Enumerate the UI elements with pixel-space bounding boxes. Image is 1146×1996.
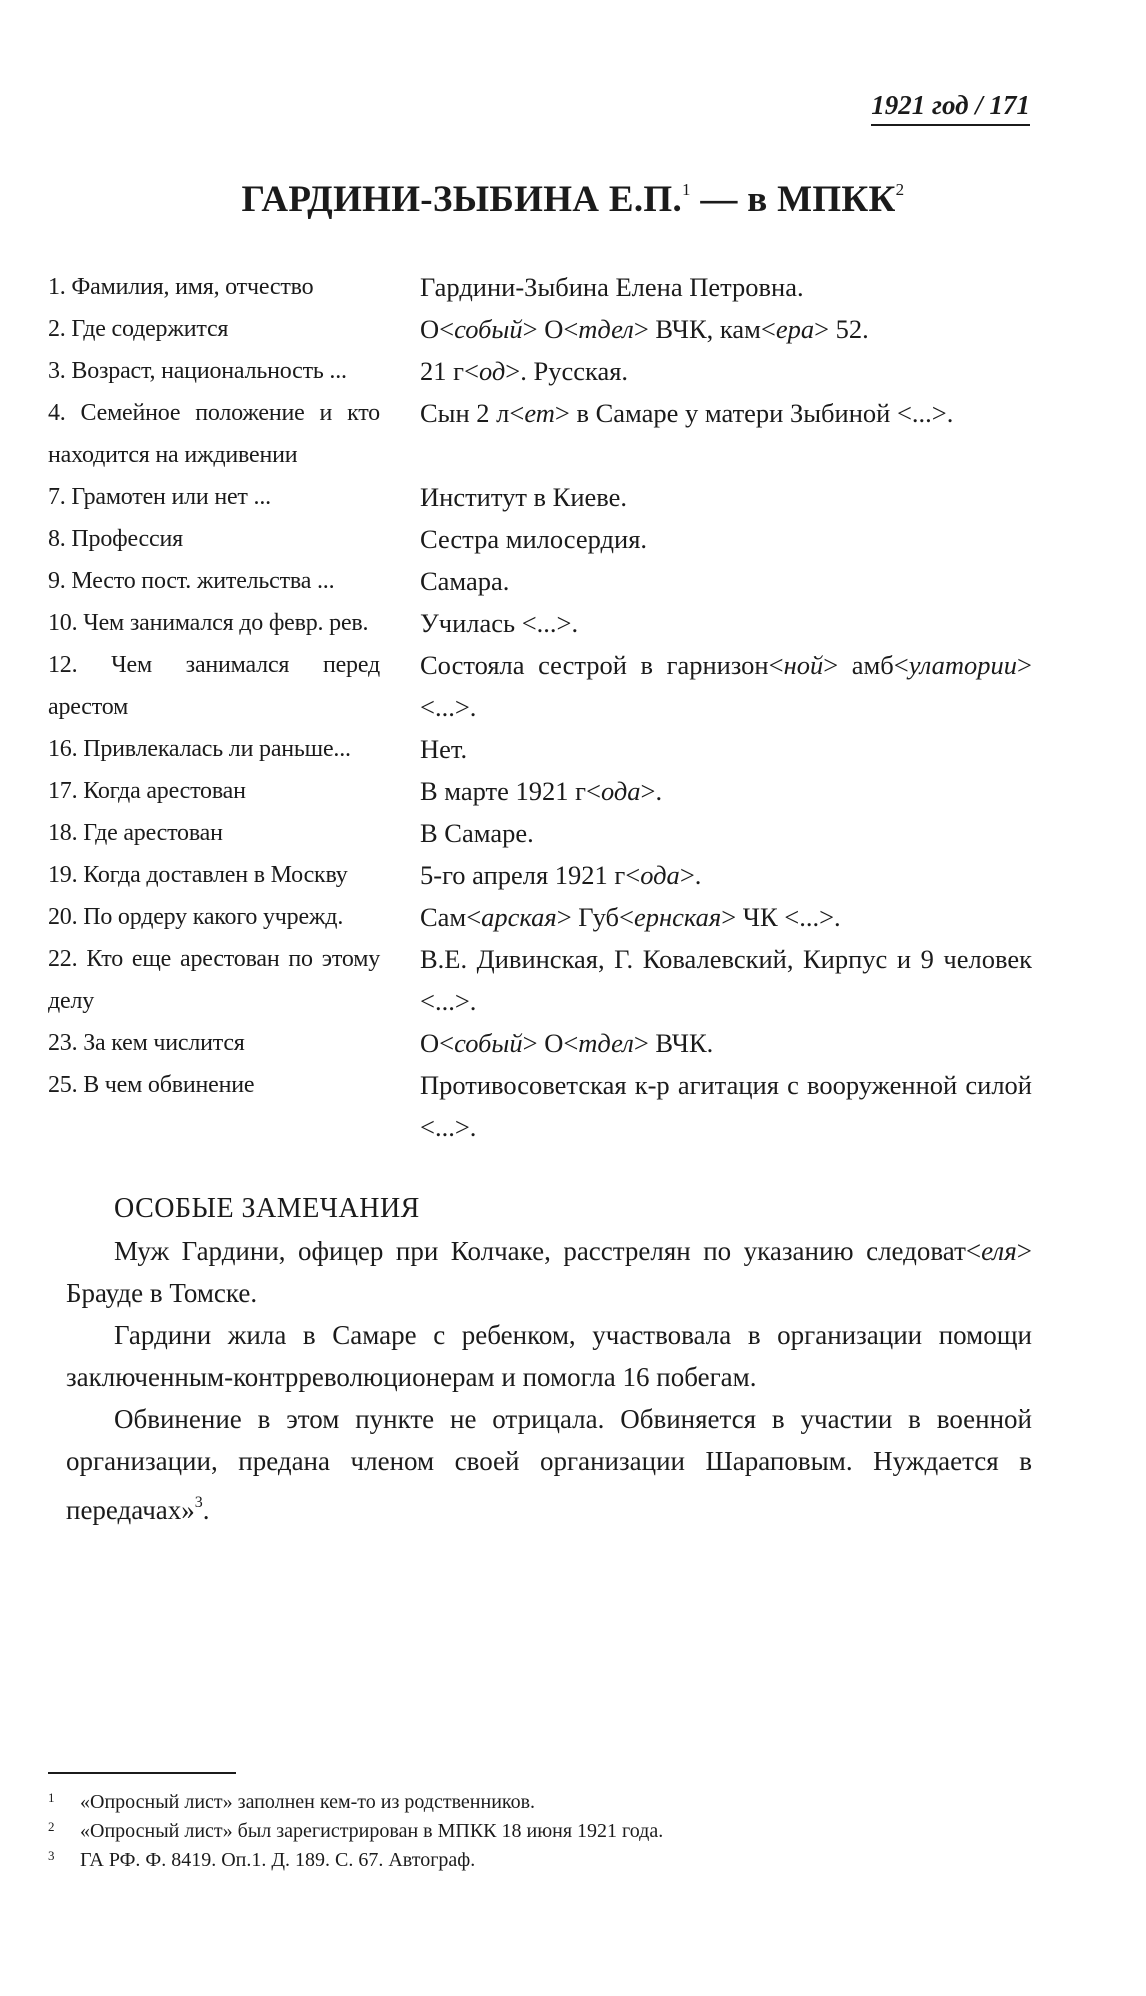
answer-part: > амб<	[823, 650, 909, 680]
question-label: 20. По ордеру какого учрежд.	[48, 904, 344, 930]
answer-value	[420, 308, 1032, 350]
remarks-paragraph: Гардини жила в Самаре с ребенком, участвовала в организации помощи заключенным-контрреволюционерам и помогла 16 побегам.	[66, 1320, 1032, 1392]
table-row	[48, 854, 1032, 896]
answer-value	[420, 392, 1032, 476]
footnote-ref-2: 2	[895, 180, 905, 199]
answer-part: > О<	[522, 1028, 579, 1058]
question-label: 4. Семейное положение и кто находится на иждивении	[48, 400, 380, 468]
answer-value	[420, 644, 1032, 728]
question-label: 9. Место пост. жительства ...	[48, 568, 335, 594]
questionnaire-table	[48, 266, 1032, 1148]
answer-value: Противосоветская к-р агитация с вооруженной силой <...>.	[420, 1070, 1032, 1142]
answer-value: Гардини-Зыбина Елена Петровна.	[420, 272, 804, 302]
table-row	[48, 560, 1032, 602]
table-row	[48, 1022, 1032, 1064]
footnote-divider	[48, 1772, 236, 1774]
question-label: 16. Привлекалась ли раньше...	[48, 736, 351, 762]
answer-value: В.Е. Дивинская, Г. Ковалевский, Кирпус и 9 человек <...>.	[420, 944, 1032, 1016]
answer-value: Училась <...>.	[420, 608, 579, 638]
answer-expansion: ода	[600, 776, 641, 806]
answer-expansion: ера	[775, 314, 815, 344]
answer-part: 5-го апреля 1921 г<	[420, 860, 641, 890]
remarks-text: Обвинение в этом пункте не отрицала. Обвиняется в участии в военной организации, предана членом своей организации Шараповым. Нуждается в передачах»	[66, 1404, 1032, 1525]
answer-expansion: ной	[783, 650, 824, 680]
answer-value	[420, 854, 1032, 896]
answer-part: > Губ<	[556, 902, 634, 932]
page-title	[0, 178, 1146, 221]
question-label: 3. Возраст, национальность ...	[48, 358, 347, 384]
answer-expansion: ода	[640, 860, 680, 890]
answer-part: >. Русская.	[505, 356, 629, 386]
question-label: 23. За кем числится	[48, 1030, 245, 1056]
answer-expansion: собый	[454, 314, 523, 344]
answer-expansion: ет	[524, 398, 555, 428]
footnote	[48, 1846, 1032, 1875]
table-row	[48, 938, 1032, 1022]
table-row	[48, 476, 1032, 518]
question-label: 17. Когда арестован	[48, 778, 246, 804]
answer-part: Сын 2 л<	[420, 398, 525, 428]
answer-part: > ЧК <...>.	[721, 902, 841, 932]
answer-value	[420, 896, 1032, 938]
answer-value	[420, 1022, 1032, 1064]
remarks-paragraph	[66, 1230, 1032, 1314]
question-label: 19. Когда доставлен в Москву	[48, 862, 348, 888]
table-row	[48, 266, 1032, 308]
remarks-text: > Брауде в Томске.	[66, 1236, 1032, 1308]
table-row	[48, 770, 1032, 812]
remarks-expansion: еля	[981, 1236, 1017, 1266]
footnote-text: «Опросный лист» был зарегистрирован в МПКК 18 июня 1921 года.	[80, 1820, 664, 1842]
answer-value	[420, 350, 1032, 392]
answer-part: > в Самаре у матери Зыбиной <...>.	[554, 398, 954, 428]
question-label: 2. Где содержится	[48, 316, 229, 342]
answer-part: 21 г<	[420, 356, 479, 386]
answer-expansion: тдел	[578, 314, 634, 344]
remarks-text: Муж Гардини, офицер при Колчаке, расстрелян по указанию следоват<	[114, 1236, 982, 1266]
remarks-heading: ОСОБЫЕ ЗАМЕЧАНИЯ	[114, 1193, 420, 1224]
footnotes	[48, 1788, 1032, 1875]
question-label: 18. Где арестован	[48, 820, 223, 846]
question-label: 25. В чем обвинение	[48, 1072, 255, 1098]
answer-expansion: од	[478, 356, 506, 386]
table-row	[48, 392, 1032, 476]
table-row	[48, 644, 1032, 728]
answer-expansion: улатории	[908, 650, 1018, 680]
special-remarks	[66, 1188, 1032, 1531]
answer-value: В Самаре.	[420, 818, 534, 848]
table-row	[48, 602, 1032, 644]
table-row	[48, 308, 1032, 350]
question-label: 8. Профессия	[48, 526, 183, 552]
answer-part: О<	[420, 1028, 455, 1058]
answer-part: > <...>.	[420, 650, 1032, 722]
answer-part: > О<	[522, 314, 579, 344]
question-label: 7. Грамотен или нет ...	[48, 484, 271, 510]
answer-value: Самара.	[420, 566, 510, 596]
running-head: 1921 год / 171	[871, 90, 1030, 126]
answer-expansion: тдел	[578, 1028, 634, 1058]
footnote-ref-3: 3	[194, 1494, 203, 1511]
footnote-number: 2	[48, 1819, 55, 1834]
answer-part: Состояла сестрой в гарнизон<	[420, 650, 784, 680]
footnote	[48, 1817, 1032, 1846]
table-row	[48, 728, 1032, 770]
answer-part: В марте 1921 г<	[420, 776, 601, 806]
answer-value: Нет.	[420, 734, 468, 764]
table-row	[48, 518, 1032, 560]
answer-expansion: ернская	[633, 902, 722, 932]
answer-value: Институт в Киеве.	[420, 482, 628, 512]
answer-part: >.	[640, 776, 663, 806]
footnote-number: 3	[48, 1848, 55, 1863]
question-label: 1. Фамилия, имя, отчество	[48, 274, 314, 300]
answer-part: >.	[679, 860, 702, 890]
remarks-text: .	[202, 1495, 210, 1525]
question-label: 12. Чем занимался перед арестом	[48, 652, 380, 720]
question-label: 22. Кто еще арестован по этому делу	[48, 946, 380, 1014]
question-label: 10. Чем занимался до февр. рев.	[48, 610, 369, 636]
footnote-text: «Опросный лист» заполнен кем-то из родственников.	[80, 1791, 536, 1813]
table-row	[48, 350, 1032, 392]
footnote-number: 1	[48, 1790, 55, 1805]
answer-part: > ВЧК, кам<	[633, 314, 776, 344]
title-recipient: — в МПКК	[690, 179, 896, 220]
title-text: ГАРДИНИ-ЗЫБИНА Е.П.	[241, 179, 683, 220]
answer-expansion: арская	[481, 902, 557, 932]
table-row	[48, 896, 1032, 938]
answer-value: Сестра милосердия.	[420, 524, 648, 554]
footnote-ref-1: 1	[682, 180, 691, 199]
table-row	[48, 1064, 1032, 1148]
footnote	[48, 1788, 1032, 1817]
answer-part: О<	[420, 314, 455, 344]
remarks-paragraph	[66, 1398, 1032, 1531]
table-row	[48, 812, 1032, 854]
answer-part: > 52.	[814, 314, 869, 344]
answer-part: > ВЧК.	[633, 1028, 714, 1058]
footnote-text: ГА РФ. Ф. 8419. Оп.1. Д. 189. С. 67. Автограф.	[80, 1849, 476, 1871]
answer-value	[420, 770, 1032, 812]
answer-part: Сам<	[420, 902, 482, 932]
answer-expansion: собый	[454, 1028, 523, 1058]
